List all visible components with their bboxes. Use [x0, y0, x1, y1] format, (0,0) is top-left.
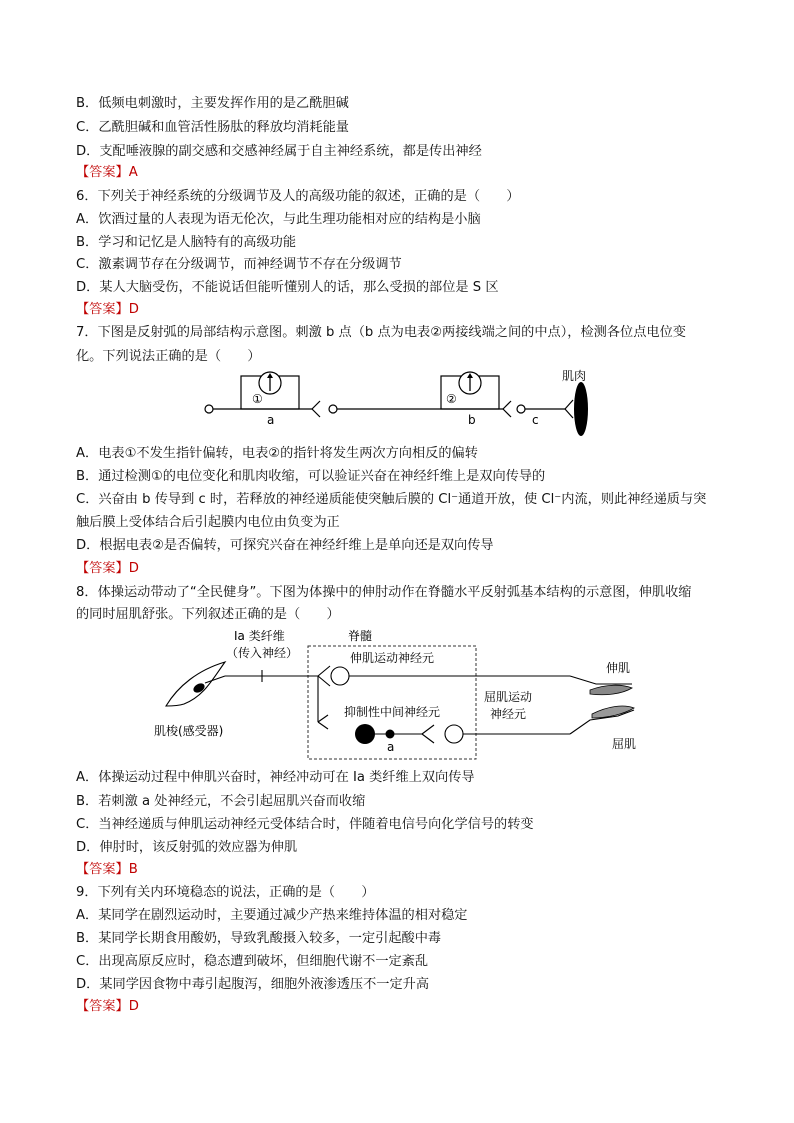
q5-option-b: B．低频电刺激时，主要发挥作用的是乙酰胆碱 [76, 96, 349, 111]
extensor-label: 伸肌 [606, 661, 631, 675]
arm-upper-outline [570, 676, 632, 684]
q8-option-a: A．体操运动过程中伸肌兴奋时，神经冲动可在 Ia 类纤维上双向传导 [76, 770, 475, 785]
answer-value: D [128, 999, 139, 1014]
point-a-label: a [267, 413, 275, 427]
q7-stem-line2: 化。下列说法正确的是（ ） [76, 349, 261, 364]
point-a-dot [386, 730, 395, 739]
flexor-motor-neuron [445, 725, 463, 743]
synapse-to-inhibitory-lower [318, 722, 328, 729]
synapse2-terminal [517, 405, 525, 413]
synapse2-cleft [503, 401, 511, 409]
q9-answer [76, 998, 139, 1015]
left-terminal-circle [205, 405, 213, 413]
fiber-label-1: Ia 类纤维 [234, 629, 285, 643]
synapse-to-inhibitory-upper [318, 715, 328, 722]
q8-option-c: C．当神经递质与伸肌运动神经元受体结合时，伴随着电信号向化学信号的转变 [76, 817, 534, 832]
q9-option-b: B．某同学长期食用酸奶，导致乳酸摄入较多，一定引起酸中毒 [76, 931, 442, 946]
fiber-label-2: （传入神经） [226, 646, 299, 660]
q8-spinal-reflex-figure [150, 626, 650, 762]
q8-stem-line2: 的同时屈肌舒张。下列叙述正确的是（ ） [76, 607, 340, 622]
extensor-muscle [590, 685, 632, 695]
q7-option-a: A．电表①不发生指针偏转，电表②的指针将发生两次方向相反的偏转 [76, 446, 478, 461]
answer-label: 【答案】 [76, 165, 129, 180]
q5-answer [76, 164, 138, 181]
answer-value: D [128, 561, 139, 576]
q5-option-c: C．乙酰胆碱和血管活性肠肽的释放均消耗能量 [76, 120, 349, 135]
answer-label: 【答案】 [76, 999, 129, 1014]
q7-option-b: B．通过检测①的电位变化和肌肉收缩，可以验证兴奋在神经纤维上是双向传导的 [76, 469, 546, 484]
synapse2-cleft-lower [503, 409, 511, 417]
muscle-label: 肌肉 [562, 369, 587, 383]
answer-value: D [128, 302, 139, 317]
flexor-label: 屈肌 [612, 737, 637, 751]
q9-option-c: C．出现高原反应时，稳态遭到破坏，但细胞代谢不一定紊乱 [76, 954, 429, 969]
q5-option-d: D．支配唾液腺的副交感和交感神经属于自主神经系统，都是传出神经 [76, 144, 482, 159]
answer-label: 【答案】 [76, 302, 129, 317]
spindle-label: 肌梭(感受器) [154, 724, 224, 738]
q8-answer [76, 861, 138, 878]
muscle-spindle [166, 662, 225, 706]
synapse1-cleft-lower [312, 409, 320, 417]
point-c-label: c [532, 413, 539, 427]
q8-option-b: B．若刺激 a 处神经元，不会引起屈肌兴奋而收缩 [76, 794, 366, 809]
q7-reflex-arc-figure [195, 366, 615, 438]
q8-stem-line1: 8．体操运动带动了“全民健身”。下图为体操中的伸肘动作在脊髓水平反射弧基本结构的示意图，伸肌收缩 [76, 585, 692, 600]
meter2-label: ② [446, 392, 457, 406]
q6-stem: 6．下列关于神经系统的分级调节及人的高级功能的叙述，正确的是（ ） [76, 189, 520, 204]
answer-label: 【答案】 [76, 862, 129, 877]
spinal-cord-label: 脊髓 [348, 629, 373, 643]
answer-value: A [128, 165, 138, 180]
flexor-neuron-label-2: 神经元 [490, 707, 527, 721]
synapse-to-flexor-lower [422, 734, 434, 743]
muscle-shape [574, 382, 588, 436]
nmj-upper [565, 400, 573, 409]
q6-option-b: B．学习和记忆是人脑特有的高级功能 [76, 235, 297, 250]
answer-label: 【答案】 [76, 561, 129, 576]
q9-stem: 9．下列有关内环境稳态的说法，正确的是（ ） [76, 885, 375, 900]
q6-option-d: D．某人大脑受伤，不能说话但能听懂别人的话，那么受损的部位是 S 区 [76, 280, 499, 295]
point-b-label: b [468, 413, 476, 427]
q9-option-a: A．某同学在剧烈运动时，主要通过减少产热来维持体温的相对稳定 [76, 908, 468, 923]
nmj-lower [565, 409, 573, 418]
q8-option-d: D．伸肘时，该反射弧的效应器为伸肌 [76, 840, 298, 855]
inhibitory-interneuron [355, 724, 375, 744]
q9-option-d: D．某同学因食物中毒引起腹泻，细胞外液渗透压不一定升高 [76, 977, 430, 992]
synapse1-cleft [312, 401, 320, 409]
q7-option-c-line2: 触后膜上受体结合后引起膜内电位由负变为正 [76, 515, 340, 530]
synapse-to-extensor-upper [318, 666, 330, 676]
point-a-label: a [387, 740, 395, 754]
synapse-to-flexor-upper [422, 725, 434, 734]
meter1-label: ① [252, 392, 263, 406]
extensor-motor-neuron [331, 667, 349, 685]
q7-option-d: D．根据电表②是否偏转，可探究兴奋在神经纤维上是单向还是双向传导 [76, 538, 494, 553]
q6-option-a: A．饮酒过量的人表现为语无伦次，与此生理功能相对应的结构是小脑 [76, 212, 481, 227]
synapse1-terminal [329, 405, 337, 413]
q7-option-c-line1: C．兴奋由 b 传导到 c 时，若释放的神经递质能使突触后膜的 Cl⁻通道开放，使 Cl⁻内流，则此神经递质与突 [76, 492, 707, 507]
q7-answer [76, 560, 139, 577]
answer-value: B [128, 862, 138, 877]
synapse-to-extensor-lower [318, 676, 330, 686]
q7-stem-line1: 7．下图是反射弧的局部结构示意图。刺激 b 点（b 点为电表②两接线端之间的中点），检测各位点电位变 [76, 325, 686, 340]
q6-option-c: C．激素调节存在分级调节，而神经调节不存在分级调节 [76, 257, 402, 272]
inhibitory-neuron-label: 抑制性中间神经元 [344, 705, 441, 719]
q6-answer [76, 301, 139, 318]
flexor-neuron-label-1: 屈肌运动 [484, 690, 533, 704]
extensor-neuron-label: 伸肌运动神经元 [350, 651, 435, 665]
